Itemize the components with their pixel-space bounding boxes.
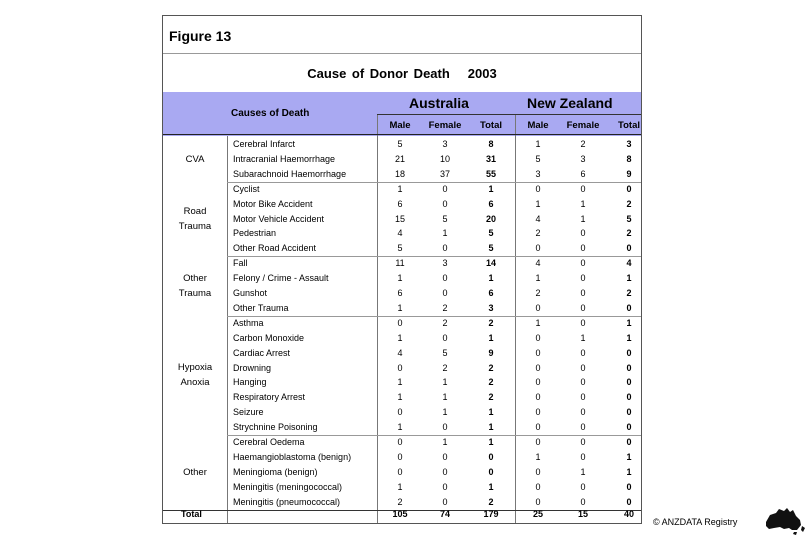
table-row [163,301,641,316]
cell-australia-female: 37 [439,168,450,179]
cell-australia-total: 2 [488,317,494,328]
cell-nz-female: 1 [580,213,586,224]
australia-map-icon [762,506,806,536]
cell-australia-male: 1 [397,273,403,284]
cell-australia-female: 1 [442,228,448,239]
copyright-text: © ANZDATA Registry [653,517,738,527]
table-row [163,286,641,301]
cell-nz-female: 0 [580,496,586,507]
table-row [163,316,641,331]
cell-australia-total: 1 [488,332,494,343]
cell-australia-female: 5 [442,347,448,358]
cause-label: Carbon Monoxide [233,332,305,343]
cell-nz-female: 0 [580,258,586,269]
category-label-line: Trauma [178,288,212,299]
category-label-line: CVA [185,153,205,165]
cell-nz-male: 1 [535,451,541,462]
cell-nz-male: 1 [535,317,541,328]
column-header-australia-total: Total [480,120,502,131]
cell-australia-total: 1 [488,183,494,194]
cell-australia-male: 2 [397,496,403,507]
cell-australia-total: 5 [488,243,494,254]
cell-australia-female: 0 [442,183,448,194]
cell-australia-female: 0 [442,466,448,477]
cell-australia-total: 14 [485,258,496,269]
cause-label: Felony / Crime - Assault [233,273,329,284]
cause-label: Cerebral Infarct [233,139,296,149]
category-label [163,152,227,167]
cell-nz-female: 0 [580,362,586,373]
cell-nz-female: 0 [580,183,586,194]
column-header-nz-total: Total [618,120,640,131]
cause-label: Cerebral Oedema [233,437,305,447]
cell-nz-total: 5 [626,213,632,224]
cell-nz-female: 1 [580,198,586,209]
figure-title-divider [163,53,641,54]
cell-australia-total: 2 [488,362,494,373]
cell-nz-female: 6 [580,168,586,179]
cell-nz-male: 0 [535,347,541,358]
cell-nz-male: 0 [535,437,541,447]
cell-nz-male: 0 [535,422,541,433]
cell-australia-total: 6 [488,288,494,298]
cell-australia-total: 0 [488,451,494,462]
cell-nz-female: 2 [580,139,586,149]
cell-nz-total: 0 [626,347,632,358]
cell-nz-female: 0 [580,377,586,388]
total-nz-male: 25 [532,509,543,519]
cell-australia-male: 0 [397,451,403,462]
cell-australia-female: 1 [442,407,448,418]
cell-nz-total: 0 [626,362,632,373]
cell-nz-total: 0 [626,392,632,403]
column-header-australia-male: Male [389,120,411,131]
cell-nz-total: 1 [626,273,632,284]
cause-label: Motor Vehicle Accident [233,213,325,224]
cell-australia-female: 3 [442,258,448,269]
table-row [163,361,641,376]
cell-australia-female: 1 [442,392,448,403]
cell-australia-male: 1 [397,332,403,343]
cell-nz-male: 4 [535,258,541,269]
table-row [163,331,641,346]
category-label-line: Anoxia [180,377,210,389]
cell-nz-total: 0 [626,243,632,254]
chart-title [163,66,641,81]
cell-nz-male: 2 [535,288,541,298]
cell-nz-female: 0 [580,422,586,433]
category-label-line: Other [183,466,207,478]
table-row [163,375,641,390]
table-row [163,197,641,212]
cell-nz-male: 1 [535,139,541,149]
cell-nz-female: 0 [580,347,586,358]
cell-nz-total: 1 [626,466,632,477]
figure-frame [162,15,642,524]
cell-nz-total: 1 [626,332,632,343]
cell-nz-female: 0 [580,451,586,462]
table-row [163,420,641,435]
table-row [163,152,641,167]
cell-australia-male: 0 [397,362,403,373]
cause-label: Cyclist [233,183,260,194]
cell-australia-total: 31 [485,153,496,164]
header-bottom-line [163,134,641,135]
cell-australia-male: 1 [397,183,403,194]
cell-nz-female: 1 [580,332,586,343]
cell-nz-female: 0 [580,437,586,447]
cell-nz-total: 3 [626,139,632,149]
total-australia-male: 105 [392,509,408,519]
cell-australia-total: 3 [488,302,494,313]
cell-nz-male: 5 [535,153,541,164]
cell-australia-male: 21 [394,153,405,164]
cause-label: Intracranial Haemorrhage [233,153,336,164]
cell-australia-male: 5 [397,139,403,149]
table-row [163,271,641,286]
header-divider [377,114,641,115]
cell-nz-male: 0 [535,362,541,373]
category-label [163,271,227,301]
cell-nz-total: 0 [626,407,632,418]
cell-australia-female: 1 [442,437,448,447]
cell-nz-total: 0 [626,183,632,194]
category-label [163,465,227,480]
cause-label: Seizure [233,407,264,418]
cell-australia-female: 1 [442,377,448,388]
cell-australia-male: 5 [397,243,403,254]
cell-australia-female: 0 [442,496,448,507]
column-header-nz-male: Male [527,120,549,131]
cell-nz-male: 0 [535,377,541,388]
cell-nz-male: 3 [535,168,541,179]
cell-nz-total: 0 [626,377,632,388]
cell-nz-male: 0 [535,496,541,507]
cell-nz-female: 0 [580,288,586,298]
cell-nz-female: 1 [580,466,586,477]
region-australia: Australia [409,95,469,111]
cell-australia-total: 1 [488,422,494,433]
cause-label: Hanging [233,377,267,388]
figure-label: Figure 13 [169,28,232,44]
total-label: Total [181,509,202,519]
cell-australia-female: 2 [442,317,448,328]
cell-australia-male: 1 [397,422,403,433]
cell-nz-male: 0 [535,481,541,492]
cell-australia-total: 1 [488,273,494,284]
cell-nz-female: 0 [580,243,586,254]
cell-australia-male: 1 [397,377,403,388]
cell-australia-total: 2 [488,377,494,388]
cell-nz-male: 0 [535,183,541,194]
cause-label: Strychnine Poisoning [233,422,318,433]
table-row [163,212,641,227]
table-row [163,137,641,152]
cell-australia-male: 1 [397,481,403,492]
cell-nz-total: 1 [626,451,632,462]
cell-australia-total: 6 [488,198,494,209]
cell-nz-total: 9 [626,168,632,179]
cell-australia-male: 0 [397,437,403,447]
cell-nz-total: 0 [626,496,632,507]
region-new-zealand: New Zealand [527,95,613,111]
cell-nz-male: 4 [535,213,541,224]
cause-label: Motor Bike Accident [233,198,313,209]
cell-nz-total: 1 [626,317,632,328]
cell-australia-total: 1 [488,437,494,447]
cell-australia-female: 0 [442,273,448,284]
cell-nz-female: 0 [580,392,586,403]
table-row [163,390,641,405]
column-header-australia-female: Female [428,120,462,131]
cell-nz-total: 8 [626,153,632,164]
cell-australia-total: 20 [485,213,496,224]
cell-nz-total: 4 [626,258,632,269]
cell-australia-male: 18 [394,168,405,179]
cell-australia-female: 0 [442,451,448,462]
total-nz-total: 40 [623,509,634,519]
cell-australia-male: 11 [395,258,405,269]
cell-nz-male: 0 [535,302,541,313]
cell-australia-male: 4 [397,228,403,239]
cell-australia-female: 3 [442,139,448,149]
cause-label: Pedestrian [233,228,277,239]
cell-nz-female: 0 [580,302,586,313]
cell-nz-female: 3 [580,153,586,164]
cell-nz-total: 0 [626,481,632,492]
cell-nz-total: 2 [626,288,632,298]
cell-nz-female: 0 [580,481,586,492]
cell-australia-total: 8 [488,139,494,149]
cell-nz-male: 0 [535,243,541,254]
table-row [163,167,641,182]
cell-australia-male: 6 [397,198,403,209]
cell-nz-male: 0 [535,332,541,343]
cell-nz-male: 1 [535,198,541,209]
cause-label: Cardiac Arrest [233,347,291,358]
cause-label: Meningitis (meningococcal) [233,481,343,492]
cell-australia-female: 2 [442,362,448,373]
cell-australia-female: 0 [442,422,448,433]
cause-label: Other Road Accident [233,243,317,254]
cell-australia-male: 0 [397,466,403,477]
cause-label: Respiratory Arrest [233,392,306,403]
cell-australia-total: 2 [488,496,494,507]
cause-label: Haemangioblastoma (benign) [233,451,352,462]
table-row [163,182,641,197]
cause-label: Fall [233,258,248,269]
cell-nz-male: 0 [535,392,541,403]
cause-label: Drowning [233,362,272,373]
category-label-line: Road [183,205,207,217]
cell-australia-female: 5 [442,213,448,224]
table-row [163,346,641,361]
cell-australia-male: 0 [397,407,403,418]
category-label [163,204,227,234]
cell-australia-total: 9 [488,347,494,358]
cell-nz-female: 0 [580,317,586,328]
cause-label: Meningitis (pneumococcal) [233,496,341,507]
column-header-nz-female: Female [566,120,600,131]
table-row [163,256,641,271]
total-nz-female: 15 [577,509,588,519]
category-label-line: Other [183,273,207,284]
cell-australia-male: 1 [397,392,403,403]
cell-nz-total: 0 [626,422,632,433]
category-label-line: Trauma [178,220,212,232]
cell-australia-male: 4 [397,347,403,358]
cell-nz-female: 0 [580,407,586,418]
cell-australia-total: 5 [488,228,494,239]
cell-nz-total: 2 [626,228,632,239]
cell-australia-female: 0 [442,198,448,209]
cell-australia-female: 0 [442,288,448,298]
chart-title-text: Cause of Donor Death [307,66,450,81]
cell-australia-female: 2 [442,302,448,313]
cell-australia-female: 0 [442,332,448,343]
table-row [163,450,641,465]
cell-australia-total: 1 [488,407,494,418]
cell-australia-total: 0 [488,466,494,477]
total-australia-total: 179 [483,509,499,519]
causes-header: Causes of Death [231,108,310,119]
cell-nz-male: 2 [535,228,541,239]
cell-nz-total: 0 [626,302,632,313]
cell-nz-male: 0 [535,466,541,477]
total-row [163,508,641,523]
cell-australia-male: 0 [397,317,403,328]
cell-australia-total: 2 [488,392,494,403]
table-row [163,435,641,450]
cell-nz-male: 0 [535,407,541,418]
table-row [163,241,641,256]
cause-label: Asthma [233,317,264,328]
category-label [163,360,227,390]
cell-australia-male: 1 [397,302,403,313]
table-row [163,405,641,420]
table-row [163,465,641,480]
cause-label: Subarachnoid Haemorrhage [233,168,347,179]
cell-australia-male: 15 [394,213,405,224]
cause-label: Other Trauma [233,302,289,313]
category-label-line: Hypoxia [177,362,213,374]
chart-year: 2003 [467,66,497,81]
cause-label: Gunshot [233,288,268,298]
cause-label: Meningioma (benign) [233,466,318,477]
cell-australia-female: 10 [439,153,450,164]
cell-nz-male: 1 [535,273,541,284]
cell-australia-total: 55 [485,168,496,179]
cell-australia-total: 1 [488,481,494,492]
table-row [163,480,641,495]
total-australia-female: 74 [439,509,450,519]
cell-australia-female: 0 [442,481,448,492]
cell-nz-female: 0 [580,228,586,239]
cell-nz-total: 0 [626,437,632,447]
table-row [163,226,641,241]
cell-nz-female: 0 [580,273,586,284]
cell-nz-total: 2 [626,198,632,209]
cell-australia-male: 6 [397,288,403,298]
cell-australia-female: 0 [442,243,448,254]
